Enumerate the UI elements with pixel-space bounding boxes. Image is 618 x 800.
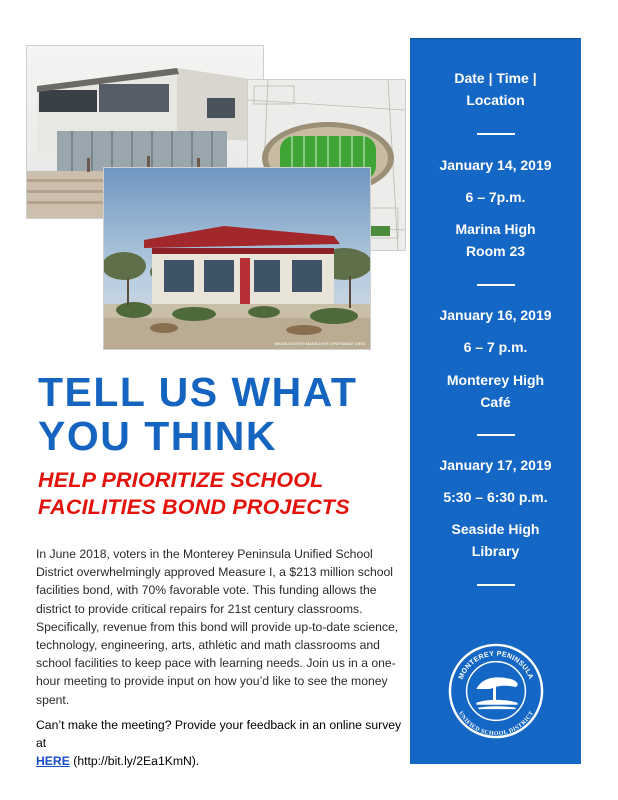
rendering-collage bbox=[25, 40, 405, 346]
meeting-1-location: Marina High bbox=[455, 221, 536, 237]
meeting-1-room: Room 23 bbox=[465, 243, 526, 259]
meeting-1-date: January 14, 2019 bbox=[439, 157, 552, 173]
survey-callout-text: Can’t make the meeting? Provide your feedback in an online survey at bbox=[36, 718, 402, 750]
meeting-3-room: Library bbox=[471, 543, 520, 559]
meeting-2-room: Café bbox=[480, 394, 511, 410]
subhead-line-2: FACILITIES BOND PROJECTS bbox=[38, 495, 350, 519]
seal-text-bottom: UNIFIED SCHOOL DISTRICT bbox=[456, 710, 536, 738]
page-headline bbox=[38, 370, 398, 458]
divider bbox=[477, 133, 515, 135]
meeting-1-time: 6 – 7p.m. bbox=[465, 189, 526, 205]
subhead-line-1: HELP PRIORITIZE SCHOOL bbox=[38, 468, 324, 492]
seal-text-top: MONTEREY PENINSULA bbox=[457, 650, 535, 681]
meeting-3-date: January 17, 2019 bbox=[439, 457, 552, 473]
divider bbox=[477, 434, 515, 436]
body-paragraph: In June 2018, voters in the Monterey Peninsula Unified School District overwhelmingly approved Measure I, a $213 million school facilities bond, with 70% favorable vote. This funding allows the district to provide critical repairs for 21st century classrooms. Specifically, revenue from this bond will provide up-to-date science, technology, engineering, arts, athletic and math classrooms and school facilities to keep pace with learning needs. Join us in a one-hour meeting to provide input on how you’d like to see the money spent. bbox=[36, 547, 399, 707]
divider bbox=[477, 584, 515, 586]
media-center-rendering-image bbox=[104, 168, 370, 349]
survey-link[interactable]: HERE bbox=[36, 754, 70, 768]
meeting-3-time: 5:30 – 6:30 p.m. bbox=[443, 489, 548, 505]
divider bbox=[477, 284, 515, 286]
survey-link-url: (http://bit.ly/2Ea1KmN). bbox=[73, 754, 200, 768]
meeting-3-location: Seaside High bbox=[451, 521, 540, 537]
schedule-header-line-1: Date | Time | bbox=[454, 70, 537, 86]
meeting-2-date: January 16, 2019 bbox=[439, 307, 552, 323]
media-center-caption: MEDIA CENTER MAKEOVER | ENTRANCE VIEW bbox=[274, 341, 366, 346]
meeting-2-location: Monterey High bbox=[446, 372, 545, 388]
headline-line-2: YOU THINK bbox=[38, 413, 277, 459]
meeting-schedule-sidebar bbox=[410, 38, 581, 764]
schedule-header-line-2: Location bbox=[466, 92, 525, 108]
survey-callout bbox=[36, 716, 406, 770]
headline-line-1: TELL US WHAT bbox=[38, 369, 358, 415]
page-subheading bbox=[38, 467, 408, 521]
district-seal-logo bbox=[447, 642, 545, 740]
meeting-2-time: 6 – 7 p.m. bbox=[463, 339, 528, 355]
